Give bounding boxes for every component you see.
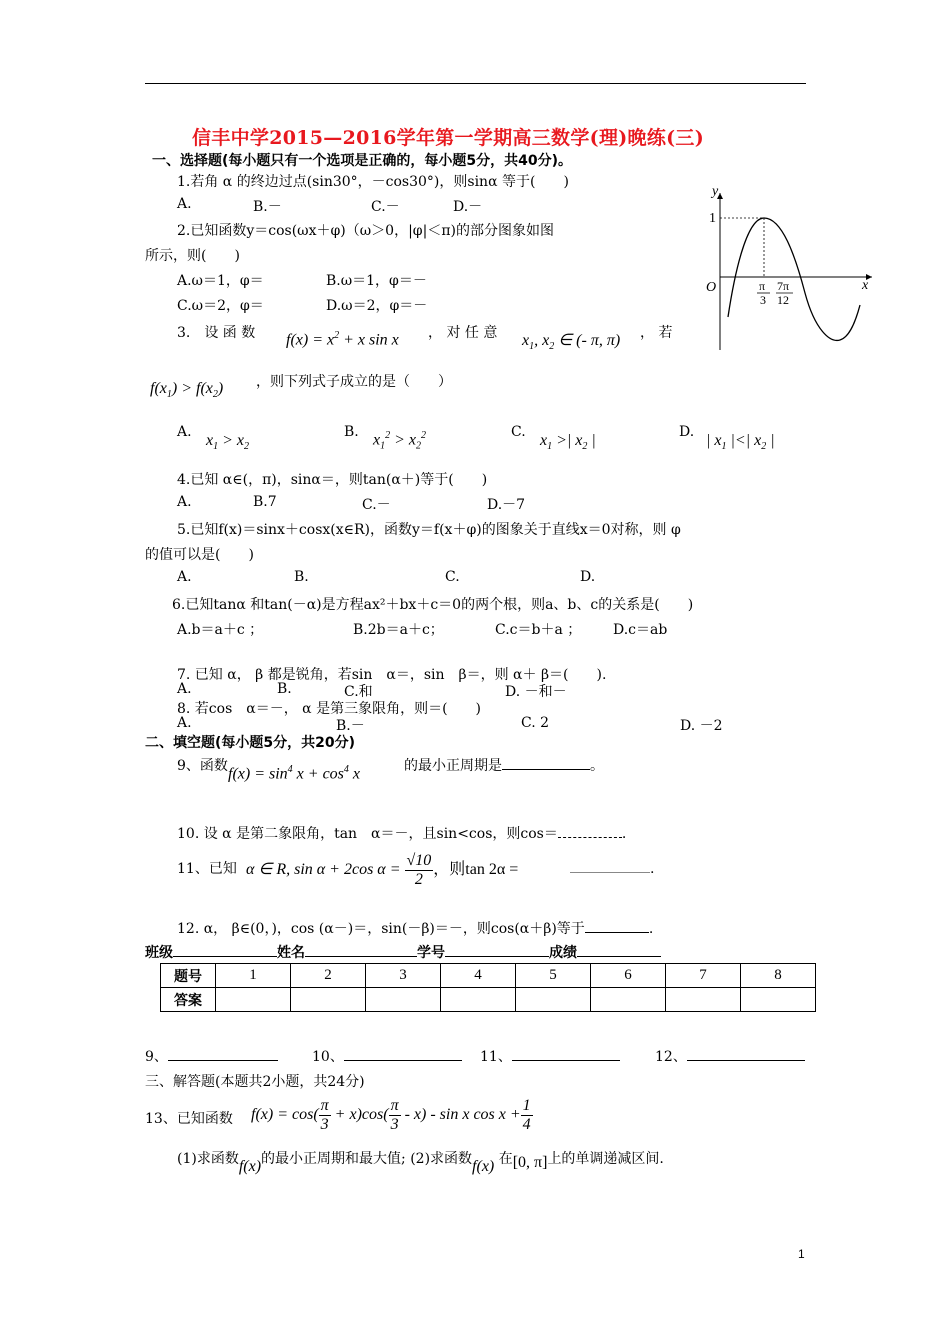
question-10: [177, 823, 626, 843]
question-9-num: 9、函数: [177, 758, 228, 774]
answer-cell[interactable]: [591, 988, 666, 1012]
question-2-line2: 所示，则( ): [145, 248, 240, 264]
q3-option-a: A.: [177, 424, 192, 440]
q13-frac-c: [521, 1097, 533, 1134]
answer-cell[interactable]: [291, 988, 366, 1012]
q8-option-a: A.: [177, 715, 192, 731]
q6-option-a: A.b＝a＋c ；: [177, 622, 264, 638]
q2-option-b: B.ω＝1，φ＝－: [326, 273, 427, 289]
question-2-line1: 2.已知函数y＝cos(ωx＋φ)（ω＞0，|φ|＜π)的部分图象如图: [177, 223, 554, 239]
q13-frac-a-den: 3: [320, 1116, 329, 1133]
q4-option-b: B.7: [253, 494, 277, 510]
q9-tail: 。: [590, 758, 604, 774]
q11-then: ，则tan 2α =: [433, 861, 519, 879]
q13-frac-a-num: π: [320, 1097, 329, 1114]
q13-frac-c-num: 1: [522, 1097, 531, 1114]
q13-subquestions: [177, 1148, 664, 1175]
fill-answer-11: [480, 1046, 620, 1066]
question-9-text: [404, 755, 604, 775]
q4-option-d: D.－7: [487, 497, 526, 513]
q13-interval: [0, π]: [512, 1154, 548, 1171]
q13-part1: f(x) = cos(: [251, 1106, 319, 1124]
label-pi3-num: π: [759, 279, 766, 293]
question-4: 4.已知 α∈(，π)，sinα＝，则tan(α＋)等于( ): [177, 472, 488, 488]
q4-option-a: A.: [177, 494, 192, 510]
q3-dom: ∈ (- π, π): [554, 332, 621, 349]
cosine-graph: [700, 185, 880, 355]
q3-x2: x: [542, 332, 550, 349]
q3-c2: ) > f(x: [171, 380, 213, 397]
q13-p1: (1)求函数: [177, 1151, 239, 1167]
q2-option-c: C.ω＝2，φ＝: [177, 298, 264, 314]
q3-question: ，则下列式子成立的是（ ）: [256, 374, 452, 390]
q11-frac-den: 2: [414, 871, 423, 888]
question-1: 1.若角 α 的终边过点(sin30°，－cos30°)，则sinα 等于( ): [177, 174, 569, 190]
q2-option-a: A.ω＝1，φ＝: [177, 273, 264, 289]
curve: [728, 218, 860, 340]
q11-answer: [570, 858, 654, 877]
answer-cell[interactable]: [516, 988, 591, 1012]
table-cell-number: 8: [741, 964, 816, 988]
q3-fx-tail: + x sin x: [339, 331, 399, 349]
table-row-answers: [161, 988, 816, 1012]
q3-function: $f(x) = x^2 + x$ sin x: [286, 330, 399, 349]
q11-blank[interactable]: [570, 858, 650, 873]
page-title: 信丰中学2015—2016学年第一学期高三数学(理)晚练(三): [192, 127, 705, 149]
q3-option-c: C.: [511, 424, 526, 440]
table-cell-number: 6: [591, 964, 666, 988]
q13-frac-a: [319, 1097, 331, 1134]
label-one: 1: [709, 211, 716, 226]
q10-tail: .: [621, 826, 627, 842]
q13-p1b: 的最小正周期和最大值; (2)求函数: [261, 1151, 473, 1167]
q3-x1: x: [522, 332, 530, 349]
q8-option-d: D. －2: [680, 718, 723, 734]
q3-option-b-expr: $x_1^2 > x_2^2$: [373, 430, 427, 452]
question-3-num: 3. 设 函 数: [177, 325, 256, 341]
q12-tail: .: [648, 921, 654, 937]
student-info: [145, 942, 661, 962]
fill-blank-11[interactable]: [512, 1046, 620, 1061]
answer-table: [160, 963, 816, 1012]
q9-text: 的最小正周期是: [404, 758, 502, 774]
q13-p2: 在: [498, 1151, 513, 1167]
section-heading-choice: 一、选择题(每小题只有一个选项是正确的，每小题5分，共40分)。: [152, 153, 573, 169]
q13-expression: [251, 1097, 533, 1134]
q9-f1: f(x) = sin: [228, 765, 288, 783]
answer-cell[interactable]: [366, 988, 441, 1012]
table-header-number: 题号: [161, 964, 216, 988]
label-x: x: [862, 278, 869, 293]
q13-frac-b-den: 3: [390, 1116, 399, 1133]
table-cell-number: 3: [366, 964, 441, 988]
q3-c1: f(x: [150, 380, 167, 397]
table-cell-number: 4: [441, 964, 516, 988]
q11-expr: α ∈ R, sin α + 2cos α =: [246, 861, 401, 879]
q5-option-d: D.: [580, 569, 596, 585]
section-heading-solve: 三、解答题(本题共2小题，共24分): [145, 1074, 365, 1090]
id-field[interactable]: [445, 942, 549, 957]
table-cell-number: 5: [516, 964, 591, 988]
q3-end: ， 若: [640, 325, 673, 341]
fill-blank-12[interactable]: [687, 1046, 805, 1061]
q11-expression: [246, 852, 518, 889]
question-5-line1: 5.已知f(x)＝sinx＋cosx(x∈R)，函数y＝f(x＋φ)的图象关于直线x＝0对称，则 φ: [177, 522, 681, 538]
label-origin: O: [706, 280, 717, 295]
q11-fraction: [405, 852, 434, 889]
q5-option-a: A.: [177, 569, 192, 585]
question-7: 7. 已知 α， β 都是锐角，若sin α＝，sin β＝，则 α＋ β＝( ).: [177, 667, 607, 683]
label-7pi12-num: 7π: [777, 279, 790, 293]
q7-option-d: D. －和－: [505, 684, 567, 700]
q1-option-c: C.－: [371, 199, 400, 215]
question-13-num: 13、已知函数: [145, 1111, 233, 1127]
q3-option-b: B.: [344, 424, 359, 440]
q9-f3: x: [348, 765, 361, 783]
q6-option-d: D.c＝ab: [613, 622, 668, 638]
q5-option-c: C.: [445, 569, 460, 585]
answer-cell[interactable]: [741, 988, 816, 1012]
score-label: 成绩: [549, 945, 577, 961]
question-6: 6.已知tanα 和tan(－α)是方程ax²＋bx＋c＝0的两个根，则a、b、c的关系是( ): [172, 597, 694, 613]
question-12: [177, 918, 653, 938]
q13-part2: + x)cos(: [330, 1106, 389, 1124]
fill-label-10: 10、: [312, 1049, 344, 1065]
fill-answer-9: [145, 1046, 278, 1066]
id-label: 学号: [417, 945, 445, 961]
q3-option-c-expr: $x_1$ >| $x_2$ |: [540, 432, 596, 453]
section-heading-fill: 二、填空题(每小题5分，共20分): [145, 735, 356, 751]
q3-option-d: D.: [679, 424, 695, 440]
table-header-answer: 答案: [161, 988, 216, 1012]
q11-tail: .: [650, 861, 655, 877]
q12-blank[interactable]: [585, 918, 649, 933]
answer-cell[interactable]: [216, 988, 291, 1012]
q9-blank[interactable]: [502, 755, 590, 770]
name-field[interactable]: [305, 942, 417, 957]
q2-option-d: D.ω＝2，φ＝－: [326, 298, 428, 314]
class-field[interactable]: [173, 942, 277, 957]
question-5-line2: 的值可以是( ): [145, 547, 254, 563]
q1-option-b: B.－: [253, 199, 282, 215]
page-number: 1: [798, 1247, 805, 1261]
name-label: 姓名: [277, 945, 305, 961]
fill-answer-10: [312, 1046, 462, 1066]
q13-frac-b-num: π: [390, 1097, 399, 1114]
q10-text: 10. 设 α 是第二象限角，tan α＝－，且sin<cos，则cos＝: [177, 826, 558, 842]
q5-option-b: B.: [294, 569, 309, 585]
label-7pi12-den: 12: [777, 293, 789, 307]
q3-c3: ): [217, 380, 224, 397]
header-rule: [145, 83, 806, 84]
q9-function: $f(x) = \sin^4 x + \cos^4 x$: [228, 764, 361, 783]
q7-option-c: C.和: [344, 684, 373, 700]
score-field[interactable]: [577, 942, 661, 957]
q12-text: 12. α， β∈(0，)，cos (α－)＝，sin(－β)＝－，则cos(α＋β)等于: [177, 921, 585, 937]
q10-blank[interactable]: [558, 823, 622, 838]
q13-frac-c-den: 4: [522, 1116, 531, 1133]
q9-f2: x + cos: [292, 765, 344, 783]
question-8: 8. 若cos α＝－， α 是第三象限角，则＝( ): [177, 701, 481, 717]
q13-frac-b: [389, 1097, 401, 1134]
q4-option-c: C.－: [362, 497, 391, 513]
q7-option-b: B.: [277, 681, 292, 697]
q8-option-c: C. 2: [521, 715, 550, 731]
q8-option-b: B.－: [336, 718, 365, 734]
q13-fx-1: f(x): [238, 1158, 262, 1175]
fill-blank-9[interactable]: [168, 1046, 278, 1061]
table-cell-number: 2: [291, 964, 366, 988]
fill-label-12: 12、: [655, 1049, 687, 1065]
fill-label-9: 9、: [145, 1049, 168, 1065]
q1-option-a: A.: [177, 196, 192, 212]
q3-option-a-expr: $x_1 > x_2$: [206, 432, 250, 453]
q3-fx: f(x) = x: [286, 331, 335, 349]
fill-label-11: 11、: [480, 1049, 512, 1065]
label-y: y: [712, 185, 719, 199]
table-row-numbers: [161, 964, 816, 988]
table-cell-number: 1: [216, 964, 291, 988]
q6-option-c: C.c＝b＋a ；: [495, 622, 582, 638]
class-label: 班级: [145, 945, 173, 961]
table-cell-number: 7: [666, 964, 741, 988]
q3-option-d-expr: | $x_1$ |<| $x_2$ |: [706, 432, 775, 453]
q7-option-a: A.: [177, 681, 192, 697]
answer-cell[interactable]: [666, 988, 741, 1012]
q13-p2b: 上的单调递减区间.: [547, 1151, 664, 1167]
q3-mid: ， 对 任 意: [428, 325, 498, 341]
fill-answer-12: [655, 1046, 805, 1066]
q11-frac-num: √10: [406, 852, 432, 869]
q1-option-d: D.－: [453, 199, 483, 215]
label-pi3-den: 3: [760, 293, 766, 307]
q13-part3: - x) - sin x cos x +: [400, 1106, 521, 1124]
q13-fx-2: f(x): [472, 1158, 495, 1175]
fill-blank-10[interactable]: [344, 1046, 462, 1061]
q3-condition: $f(x_1) > f(x_2)$: [150, 380, 224, 401]
q3-domain: $x_1$, $x_2$ ∈ (- π, π): [522, 332, 621, 353]
q6-option-b: B.2b＝a＋c；: [353, 622, 444, 638]
question-11-num: 11、已知: [177, 861, 237, 877]
answer-cell[interactable]: [441, 988, 516, 1012]
